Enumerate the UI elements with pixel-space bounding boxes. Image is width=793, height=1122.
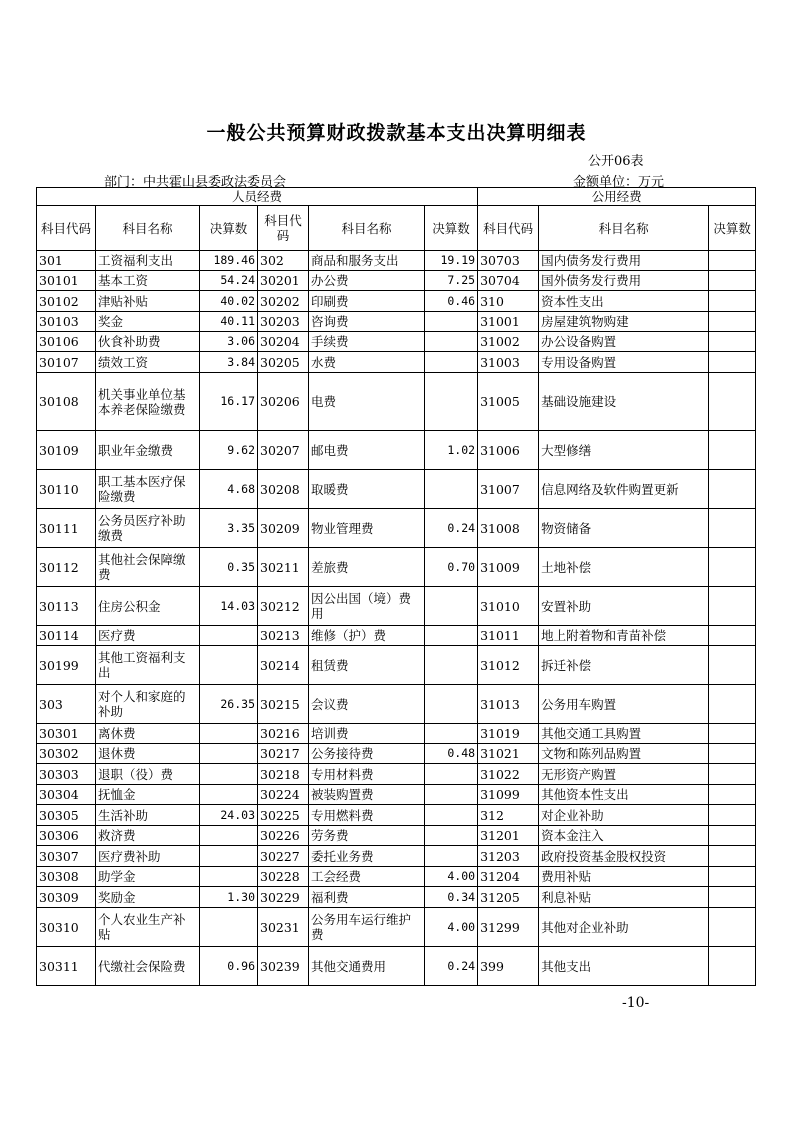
code-cell: 30227: [258, 846, 309, 867]
code-cell: 30199: [37, 646, 96, 685]
name-cell: 劳务费: [309, 826, 425, 846]
code-cell: 30228: [258, 867, 309, 887]
code-cell: 30217: [258, 744, 309, 764]
name-cell: 其他交通工具购置: [539, 724, 709, 744]
code-cell: 31005: [478, 373, 539, 431]
header-amount: 决算数: [425, 206, 478, 251]
table-row: [37, 312, 756, 332]
amount-cell: [425, 626, 478, 646]
amount-cell: 9.62: [200, 431, 258, 470]
code-cell: 30301: [37, 724, 96, 744]
amount-cell: 189.46: [200, 251, 258, 271]
code-cell: 30103: [37, 312, 96, 332]
name-cell: 地上附着物和青苗补偿: [539, 626, 709, 646]
amount-cell: 0.34: [425, 887, 478, 908]
name-cell: 公务用车购置: [539, 685, 709, 724]
group-personnel: 人员经费: [37, 188, 478, 206]
table-row: [37, 509, 756, 548]
group-public: 公用经费: [478, 188, 756, 206]
amount-cell: 4.68: [200, 470, 258, 509]
table-row: [37, 947, 756, 986]
code-cell: 30224: [258, 785, 309, 805]
amount-cell: [709, 332, 756, 352]
amount-cell: 1.30: [200, 887, 258, 908]
name-cell: 培训费: [309, 724, 425, 744]
code-cell: 30310: [37, 908, 96, 947]
code-cell: 310: [478, 291, 539, 312]
table-row: [37, 373, 756, 431]
name-cell: 公务接待费: [309, 744, 425, 764]
code-cell: 30208: [258, 470, 309, 509]
name-cell: 抚恤金: [96, 785, 200, 805]
table-row: [37, 908, 756, 947]
table-row: [37, 251, 756, 271]
name-cell: 专用设备购置: [539, 352, 709, 373]
code-cell: 30107: [37, 352, 96, 373]
name-cell: 代缴社会保险费: [96, 947, 200, 986]
name-cell: 大型修缮: [539, 431, 709, 470]
name-cell: 公务员医疗补助缴费: [96, 509, 200, 548]
header-code: 科目代码: [478, 206, 539, 251]
code-cell: 31010: [478, 587, 539, 626]
amount-cell: [425, 826, 478, 846]
name-cell: 商品和服务支出: [309, 251, 425, 271]
name-cell: 其他社会保障缴费: [96, 548, 200, 587]
code-cell: 31013: [478, 685, 539, 724]
amount-cell: [709, 548, 756, 587]
code-cell: 30303: [37, 764, 96, 785]
amount-cell: [709, 685, 756, 724]
amount-cell: 19.19: [425, 251, 478, 271]
table-row: [37, 724, 756, 744]
page-title: 一般公共预算财政拨款基本支出决算明细表: [206, 122, 587, 144]
code-cell: 30226: [258, 826, 309, 846]
header-amount: 决算数: [709, 206, 756, 251]
code-cell: 30229: [258, 887, 309, 908]
name-cell: 物业管理费: [309, 509, 425, 548]
code-cell: 30308: [37, 867, 96, 887]
code-cell: 30309: [37, 887, 96, 908]
code-cell: 30106: [37, 332, 96, 352]
code-cell: 303: [37, 685, 96, 724]
name-cell: 公务用车运行维护费: [309, 908, 425, 947]
name-cell: 办公费: [309, 271, 425, 291]
code-cell: 30112: [37, 548, 96, 587]
name-cell: 对企业补助: [539, 805, 709, 826]
name-cell: 伙食补助费: [96, 332, 200, 352]
name-cell: 离休费: [96, 724, 200, 744]
name-cell: 工会经费: [309, 867, 425, 887]
code-cell: 31019: [478, 724, 539, 744]
code-cell: 301: [37, 251, 96, 271]
amount-cell: [425, 312, 478, 332]
name-cell: 手续费: [309, 332, 425, 352]
table-row: [37, 291, 756, 312]
amount-cell: [425, 805, 478, 826]
amount-cell: [425, 646, 478, 685]
code-cell: 30218: [258, 764, 309, 785]
name-cell: 医疗费: [96, 626, 200, 646]
name-cell: 住房公积金: [96, 587, 200, 626]
amount-cell: [709, 887, 756, 908]
name-cell: 物资储备: [539, 509, 709, 548]
table-row: [37, 764, 756, 785]
amount-cell: [200, 724, 258, 744]
amount-cell: [709, 947, 756, 986]
name-cell: 其他支出: [539, 947, 709, 986]
amount-cell: [709, 744, 756, 764]
name-cell: 绩效工资: [96, 352, 200, 373]
amount-cell: [709, 431, 756, 470]
amount-cell: 4.00: [425, 908, 478, 947]
code-cell: 31205: [478, 887, 539, 908]
code-cell: 30239: [258, 947, 309, 986]
amount-cell: 0.46: [425, 291, 478, 312]
amount-cell: [709, 908, 756, 947]
code-cell: 30108: [37, 373, 96, 431]
amount-cell: [200, 867, 258, 887]
amount-cell: [425, 587, 478, 626]
code-cell: 30207: [258, 431, 309, 470]
code-cell: 30231: [258, 908, 309, 947]
name-cell: 奖金: [96, 312, 200, 332]
amount-cell: [425, 764, 478, 785]
amount-cell: 26.35: [200, 685, 258, 724]
code-cell: 30214: [258, 646, 309, 685]
amount-cell: [425, 846, 478, 867]
name-cell: 职业年金缴费: [96, 431, 200, 470]
code-cell: 30211: [258, 548, 309, 587]
amount-cell: 40.11: [200, 312, 258, 332]
name-cell: 其他资本性支出: [539, 785, 709, 805]
amount-cell: 1.02: [425, 431, 478, 470]
amount-cell: [709, 805, 756, 826]
name-cell: 拆迁补偿: [539, 646, 709, 685]
code-cell: 30212: [258, 587, 309, 626]
table-row: [37, 470, 756, 509]
amount-cell: [709, 352, 756, 373]
header-name: 科目名称: [539, 206, 709, 251]
name-cell: 委托业务费: [309, 846, 425, 867]
name-cell: 会议费: [309, 685, 425, 724]
name-cell: 工资福利支出: [96, 251, 200, 271]
name-cell: 无形资产购置: [539, 764, 709, 785]
code-cell: 30114: [37, 626, 96, 646]
code-cell: 30311: [37, 947, 96, 986]
name-cell: 津贴补贴: [96, 291, 200, 312]
code-cell: 30206: [258, 373, 309, 431]
table-row: [37, 887, 756, 908]
name-cell: 安置补助: [539, 587, 709, 626]
amount-cell: [200, 846, 258, 867]
code-cell: 30704: [478, 271, 539, 291]
name-cell: 专用材料费: [309, 764, 425, 785]
code-cell: 31299: [478, 908, 539, 947]
name-cell: 费用补贴: [539, 867, 709, 887]
code-cell: 31201: [478, 826, 539, 846]
table-row: [37, 846, 756, 867]
code-cell: 31099: [478, 785, 539, 805]
table-row: [37, 332, 756, 352]
code-cell: 31009: [478, 548, 539, 587]
code-cell: 30201: [258, 271, 309, 291]
amount-cell: [425, 470, 478, 509]
code-cell: 30302: [37, 744, 96, 764]
table-row: [37, 271, 756, 291]
name-cell: 助学金: [96, 867, 200, 887]
amount-cell: [200, 785, 258, 805]
amount-cell: [709, 785, 756, 805]
name-cell: 其他工资福利支出: [96, 646, 200, 685]
code-cell: 31012: [478, 646, 539, 685]
name-cell: 因公出国（境）费用: [309, 587, 425, 626]
table-row: [37, 805, 756, 826]
amount-cell: 3.84: [200, 352, 258, 373]
amount-cell: [709, 846, 756, 867]
amount-cell: 4.00: [425, 867, 478, 887]
code-cell: 30305: [37, 805, 96, 826]
amount-cell: 0.48: [425, 744, 478, 764]
code-cell: 30202: [258, 291, 309, 312]
code-cell: 302: [258, 251, 309, 271]
table-row: [37, 548, 756, 587]
code-cell: 31203: [478, 846, 539, 867]
name-cell: 医疗费补助: [96, 846, 200, 867]
amount-cell: 0.24: [425, 509, 478, 548]
amount-cell: 24.03: [200, 805, 258, 826]
code-cell: 30216: [258, 724, 309, 744]
code-cell: 30215: [258, 685, 309, 724]
name-cell: 基本工资: [96, 271, 200, 291]
name-cell: 福利费: [309, 887, 425, 908]
code-cell: 31022: [478, 764, 539, 785]
name-cell: 电费: [309, 373, 425, 431]
amount-cell: [709, 251, 756, 271]
amount-cell: [200, 764, 258, 785]
column-header-row: [37, 206, 756, 251]
code-cell: 30110: [37, 470, 96, 509]
code-cell: 31003: [478, 352, 539, 373]
name-cell: 基础设施建设: [539, 373, 709, 431]
code-cell: 312: [478, 805, 539, 826]
name-cell: 差旅费: [309, 548, 425, 587]
name-cell: 国内债务发行费用: [539, 251, 709, 271]
name-cell: 信息网络及软件购置更新: [539, 470, 709, 509]
page-number: -10-: [622, 995, 650, 1011]
code-cell: 399: [478, 947, 539, 986]
table-row: [37, 352, 756, 373]
name-cell: 资本金注入: [539, 826, 709, 846]
amount-cell: [709, 724, 756, 744]
amount-cell: 54.24: [200, 271, 258, 291]
amount-cell: [709, 373, 756, 431]
header-name: 科目名称: [96, 206, 200, 251]
name-cell: 退休费: [96, 744, 200, 764]
table-row: [37, 867, 756, 887]
code-cell: 31204: [478, 867, 539, 887]
name-cell: 房屋建筑物购建: [539, 312, 709, 332]
name-cell: 机关事业单位基本养老保险缴费: [96, 373, 200, 431]
table-row: [37, 685, 756, 724]
name-cell: 资本性支出: [539, 291, 709, 312]
form-number: 公开06表: [588, 154, 644, 169]
amount-cell: [709, 470, 756, 509]
code-cell: 30109: [37, 431, 96, 470]
amount-cell: 0.35: [200, 548, 258, 587]
name-cell: 维修（护）费: [309, 626, 425, 646]
code-cell: 30225: [258, 805, 309, 826]
code-cell: 31001: [478, 312, 539, 332]
amount-cell: 14.03: [200, 587, 258, 626]
department-label: 部门：中共霍山县委政法委员会: [104, 175, 287, 190]
amount-cell: 0.70: [425, 548, 478, 587]
header-code: 科目代码: [258, 206, 309, 251]
code-cell: 30307: [37, 846, 96, 867]
amount-cell: 3.06: [200, 332, 258, 352]
amount-cell: [709, 509, 756, 548]
name-cell: 救济费: [96, 826, 200, 846]
code-cell: 30209: [258, 509, 309, 548]
code-cell: 30204: [258, 332, 309, 352]
name-cell: 奖励金: [96, 887, 200, 908]
name-cell: 国外债务发行费用: [539, 271, 709, 291]
name-cell: 租赁费: [309, 646, 425, 685]
name-cell: 咨询费: [309, 312, 425, 332]
code-cell: 31006: [478, 431, 539, 470]
table-row: [37, 626, 756, 646]
amount-cell: 7.25: [425, 271, 478, 291]
name-cell: 文物和陈列品购置: [539, 744, 709, 764]
group-header-row: [37, 188, 756, 206]
amount-cell: [709, 764, 756, 785]
amount-cell: [425, 785, 478, 805]
amount-cell: 0.24: [425, 947, 478, 986]
name-cell: 办公设备购置: [539, 332, 709, 352]
amount-cell: [709, 867, 756, 887]
amount-cell: [709, 587, 756, 626]
amount-cell: [425, 724, 478, 744]
code-cell: 31007: [478, 470, 539, 509]
table-row: [37, 587, 756, 626]
amount-cell: [709, 626, 756, 646]
code-cell: 30703: [478, 251, 539, 271]
amount-cell: [709, 826, 756, 846]
code-cell: 31008: [478, 509, 539, 548]
amount-cell: [709, 271, 756, 291]
code-cell: 30203: [258, 312, 309, 332]
code-cell: 31011: [478, 626, 539, 646]
name-cell: 邮电费: [309, 431, 425, 470]
table-row: [37, 744, 756, 764]
name-cell: 水费: [309, 352, 425, 373]
expenditure-table: [36, 187, 756, 986]
table-row: [37, 646, 756, 685]
amount-cell: [709, 646, 756, 685]
unit-label: 金额单位：万元: [573, 175, 665, 190]
amount-cell: [425, 685, 478, 724]
table-row: [37, 826, 756, 846]
name-cell: 对个人和家庭的补助: [96, 685, 200, 724]
name-cell: 职工基本医疗保险缴费: [96, 470, 200, 509]
name-cell: 退职（役）费: [96, 764, 200, 785]
amount-cell: 3.35: [200, 509, 258, 548]
code-cell: 30113: [37, 587, 96, 626]
header-code: 科目代码: [37, 206, 96, 251]
amount-cell: [425, 332, 478, 352]
name-cell: 政府投资基金股权投资: [539, 846, 709, 867]
amount-cell: [200, 908, 258, 947]
amount-cell: [425, 352, 478, 373]
name-cell: 利息补贴: [539, 887, 709, 908]
code-cell: 30306: [37, 826, 96, 846]
name-cell: 印刷费: [309, 291, 425, 312]
name-cell: 取暖费: [309, 470, 425, 509]
name-cell: 被装购置费: [309, 785, 425, 805]
name-cell: 生活补助: [96, 805, 200, 826]
amount-cell: [709, 291, 756, 312]
table-row: [37, 785, 756, 805]
name-cell: 个人农业生产补贴: [96, 908, 200, 947]
amount-cell: [425, 373, 478, 431]
code-cell: 30205: [258, 352, 309, 373]
header-amount: 决算数: [200, 206, 258, 251]
amount-cell: [200, 646, 258, 685]
amount-cell: [200, 826, 258, 846]
code-cell: 30213: [258, 626, 309, 646]
amount-cell: 0.96: [200, 947, 258, 986]
code-cell: 31002: [478, 332, 539, 352]
code-cell: 30111: [37, 509, 96, 548]
code-cell: 30102: [37, 291, 96, 312]
amount-cell: 40.02: [200, 291, 258, 312]
amount-cell: [709, 312, 756, 332]
code-cell: 30304: [37, 785, 96, 805]
name-cell: 其他交通费用: [309, 947, 425, 986]
code-cell: 31021: [478, 744, 539, 764]
amount-cell: 16.17: [200, 373, 258, 431]
header-name: 科目名称: [309, 206, 425, 251]
amount-cell: [200, 626, 258, 646]
amount-cell: [200, 744, 258, 764]
table-row: [37, 431, 756, 470]
code-cell: 30101: [37, 271, 96, 291]
name-cell: 专用燃料费: [309, 805, 425, 826]
name-cell: 其他对企业补助: [539, 908, 709, 947]
name-cell: 土地补偿: [539, 548, 709, 587]
